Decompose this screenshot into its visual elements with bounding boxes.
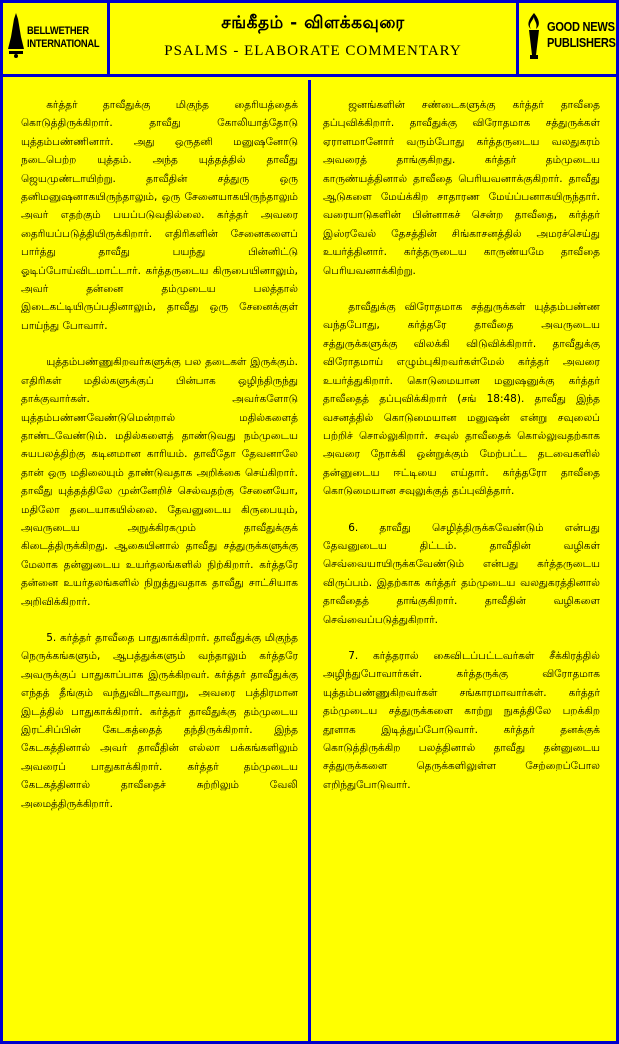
page-title-english: PSALMS - ELABORATE COMMENTARY: [164, 43, 462, 59]
good-news-logo: [516, 3, 616, 74]
right-paragraph-1: ஜனங்களின் சண்டைகளுக்கு கர்த்தர் தாவீதை தப்புவிக்கிறார். தாவீதுக்கு விரோதமாக சத்துருக்கள் ஏராளமானோர் வரும்போது கர்த்தருடைய வலதுகரம் அவரைத் தாங்குகிறது. கர்த்தர் தம்முடைய காருண்யத்தினால் தாவீதை பெரியவனாக்குகிறார். தாவீது ஆடுகளை மேய்க்கிற சாதாரண மேய்ப்பனாகயிருந்தார். வரையாடுகளின் பின்னாகச் சென்ற தாவீதை, கர்த்தர் இஸ்ரவேல் தேசத்தின் சிங்காசனத்தில் அமரச்செய்து உயர்த்தினார். கர்த்தருடைய காருண்யமே தாவீதை பெரியவனாக்கிற்று.: [323, 99, 600, 277]
good-news-logo-text: GOOD NEWS PUBLISHERS: [547, 19, 616, 50]
bellwether-logo-text: BELLWETHER INTERNATIONAL: [27, 25, 100, 50]
left-paragraph-1: கர்த்தர் தாவீதுக்கு மிகுந்த தைரியத்தைக் கொடுத்திருக்கிறார். தாவீது கோலியாத்தோடு யுத்தம்பண்ணினார். அது ஒருதனி மனுஷனோடு நடைபெற்ற யுத்தம். அந்த யுத்தத்தில் தாவீது ஜெயமுண்டாயிற்று. தாவீதின் சத்துரு ஒரு தனிமனுஷனாகயிருந்தாலும், ஒரு சேனையாகயிருந்தாலும் அவர் எதற்கும் பயப்படுவதில்லை. கர்த்தர் அவரை தைரியப்படுத்தியிருக்கிறார். எதிரிகளின் சேனைகளைப் பார்த்து தாவீது பயந்து பின்னிட்டு ஓடிப்போய்விடமாட்டார். கர்த்தருடைய கிருபையினாலும், அவர் தன்னை தம்முடைய பலத்தால் இடைகட்டியிருப்பதினாலும், தாவீது ஒரு சேனைக்குள் பாய்ந்து போவார்.: [21, 99, 298, 332]
right-paragraph-2: தாவீதுக்கு விரோதமாக சத்துருக்கள் யுத்தம்பண்ண வந்தபோது, கர்த்தரே தாவீதை அவருடைய சத்துருக்களுக்கு விலக்கி விடுவிக்கிறார். தாவீதுக்கு விரோதமாய் எழும்புகிறவர்கள்மேல் கர்த்தர் அவரை உயர்த்துகிறார். கொடுமையான மனுஷனுக்கு கர்த்தர் தாவீதைத் தப்புவிக்கிறார் (சங் 18:48). தாவீது இந்த வசனத்தில் கொடுமையான மனுஷன் என்று சவுலைப் பற்றிச் சொல்லுகிறார். சவுல் தாவீதைக் கொல்லுவதற்காக அவரை நோக்கி ஒன்றுக்கும் மேற்பட்ட தடவைகளில் தன்னுடைய ஈட்டியை எய்தார். கர்த்தரோ தாவீதை கொடுமையான சவுலுக்குத் தப்புவித்தார்.: [323, 301, 600, 498]
bell-icon: [7, 11, 25, 59]
content-columns: [3, 80, 616, 1041]
title-block: [110, 3, 516, 74]
right-column: [311, 80, 616, 1041]
right-paragraph-3: 6. தாவீது செழித்திருக்கவேண்டும் என்பது தேவனுடைய திட்டம். தாவீதின் வழிகள் செவ்வையாயிருக்கவேண்டும் என்பது கர்த்தருடைய விருப்பம். இதற்காக கர்த்தர் தம்முடைய வலதுகரத்தினால் தாவீதைத் தாங்குகிறார். தாவீதின் வழிகளை செவ்வைப்படுத்துகிறார்.: [323, 521, 600, 626]
left-column: [3, 80, 311, 1041]
left-paragraph-3: 5. கர்த்தர் தாவீதை பாதுகாக்கிறார். தாவீதுக்கு மிகுந்த நெருக்கங்களும், ஆபத்துக்களும் வந்தாலும் கர்த்தரே அவருக்குப் பாதுகாப்பாக இருக்கிறவர். கர்த்தர் தாவீதுக்கு எந்தத் தீங்கும் வந்துவிடாதவாறு, அவரை பத்திரமான இடத்தில் பாதுகாக்கிறார். கர்த்தர் தாவீதுக்கு தம்முடைய இரட்சிப்பின் கேடகத்தைத் தந்திருக்கிறார். இந்த கேடகத்தினால் அவர் தாவீதின் எல்லா பக்கங்களிலும் அவரைப் பாதுகாக்கிறார். கர்த்தர் தம்முடைய கேடகத்தினால் தாவீதைச் சுற்றிலும் வேலி அமைத்திருக்கிறார்.: [21, 631, 298, 810]
page-header: [3, 3, 616, 77]
bellwether-logo: [3, 3, 110, 74]
torch-icon: [523, 11, 545, 61]
page-title-tamil: சங்கீதம் - விளக்கவுரை: [221, 13, 405, 33]
left-paragraph-2: யுத்தம்பண்ணுகிறவர்களுக்கு பல தடைகள் இருக்கும். எதிரிகள் மதில்களுக்குப் பின்பாக ஒழிந்திருந்து தாக்குவார்கள். அவர்களோடு யுத்தம்பண்ணவேண்டுமென்றால் மதில்களைத் தாண்டவேண்டும். மதில்களைத் தாண்டுவது நம்முடைய சுயபலத்திற்கு கடினமான காரியம். தாவீதோ தேவனாலே தான் ஒரு மதிலையும் தாண்டுவதாக அறிக்கை செய்கிறார். தாவீது யுத்தத்திலே முன்னேறிச் செல்வதற்கு சேனையோ, மதிலோ தடையாகயில்லை. தேவனுடைய கிருபையும், அவருடைய அநுக்கிரகமும் தாவீதுக்குக் கிடைத்திருக்கிறது. ஆகையினால் தாவீது சத்துருக்களுக்கு மேலாக தன்னுடைய உயர்தலங்களில் நிற்கிறார். கர்த்தரே தன்னை உயர்தலங்களில் நிறுத்துவதாக தாவீது சாட்சியாக அறிவிக்கிறார்.: [21, 356, 298, 608]
right-paragraph-4: 7. கர்த்தரால் கைவிடப்பட்டவர்கள் சீக்கிரத்தில் அழிந்துபோவார்கள். கர்த்தருக்கு விரோதமாக யுத்தம்பண்ணுகிறவர்கள் சங்காரமாவார்கள். கர்த்தர் தம்முடைய சத்துருக்களை காற்று நுகத்திலே பறக்கிற தூளாக இடித்துப்போடுவார். கர்த்தர் தனக்குக் கொடுத்திருக்கிற பலத்தினால் தாவீது தன்னுடைய சத்துருக்களை தெருக்களிலுள்ள சேற்றைப்போல எறிந்துபோடுவார்.: [323, 649, 600, 791]
